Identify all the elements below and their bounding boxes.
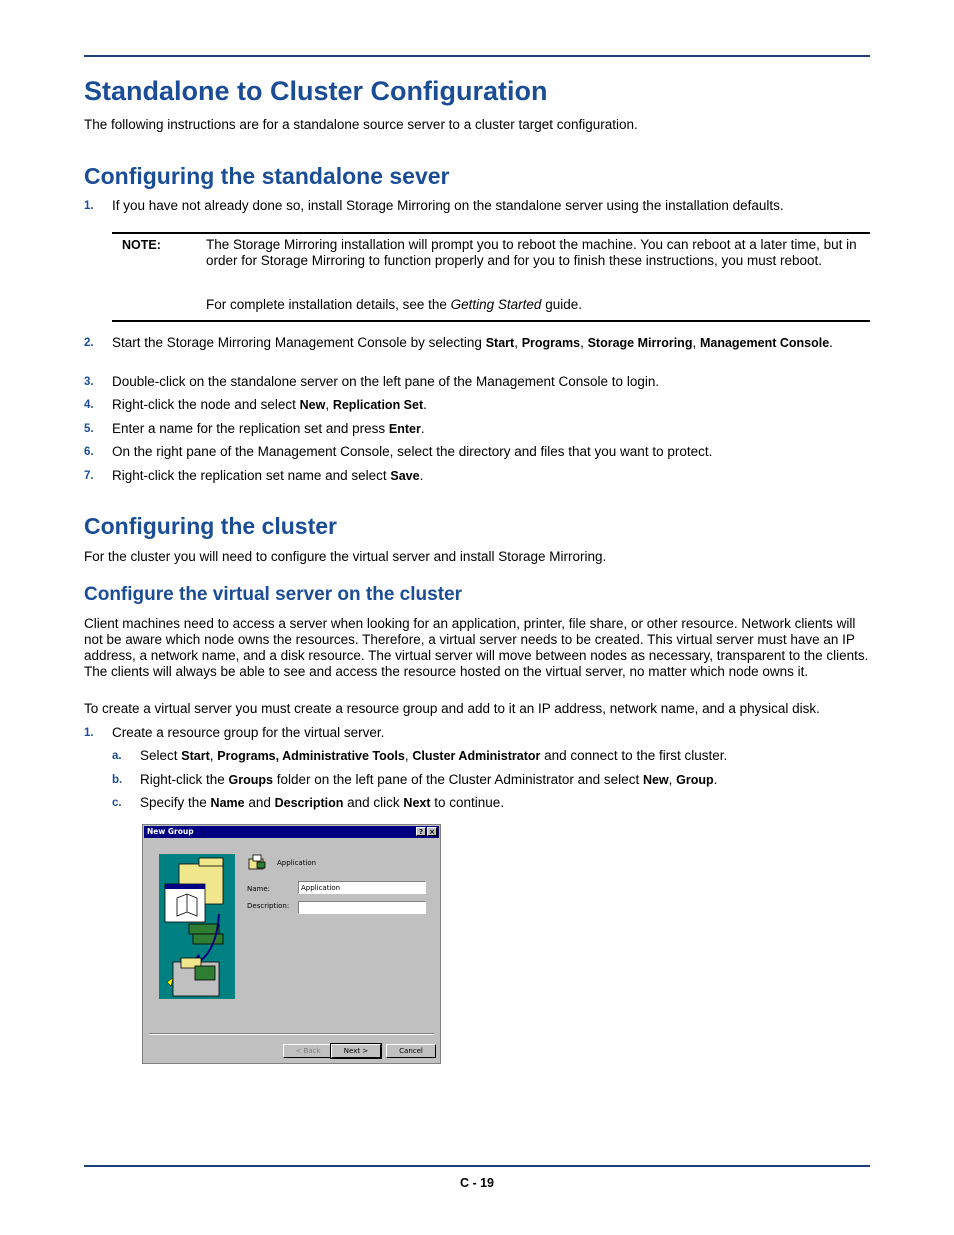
step-number: 2. [84, 337, 94, 349]
step-number: 6. [84, 446, 94, 458]
step-text: Select Start, Programs, Administrative Tools, Cluster Administrator and connect to the first cluster. [140, 748, 728, 763]
step-text: Enter a name for the replication set and press Enter. [112, 421, 425, 436]
step-letter: a. [112, 750, 122, 762]
step-text: Right-click the node and select New, Replication Set. [112, 397, 427, 412]
dialog-title: New Group [147, 827, 194, 836]
step-number: 3. [84, 376, 94, 388]
dialog-title-bar [144, 826, 439, 838]
step-text: Right-click the replication set name and select Save. [112, 468, 424, 483]
step-text: Right-click the Groups folder on the left pane of the Cluster Administrator and select New, Group. [140, 772, 718, 787]
back-button[interactable]: < Back [283, 1044, 333, 1058]
header-rule [84, 55, 870, 57]
name-input[interactable]: Application [298, 881, 426, 894]
note-label: NOTE: [122, 238, 161, 252]
step-text: Start the Storage Mirroring Management Console by selecting Start, Programs, Storage Mirroring, Management Console. [112, 335, 833, 350]
step-number: 1. [84, 727, 94, 739]
intro-paragraph: The following instructions are for a standalone source server to a cluster target configuration. [84, 117, 638, 132]
step-letter: c. [112, 797, 122, 809]
cancel-button[interactable]: Cancel [386, 1044, 436, 1058]
section-heading-standalone: Configuring the standalone sever [84, 163, 450, 189]
note-box [112, 232, 870, 322]
step-letter: b. [112, 774, 123, 786]
step-text: If you have not already done so, install Storage Mirroring on the standalone server using the installation defaults. [112, 198, 784, 213]
step-text: Specify the Name and Description and click Next to continue. [140, 795, 505, 810]
resource-group-paragraph: To create a virtual server you must create a resource group and add to it an IP address, network name, and a physical disk. [84, 701, 820, 716]
description-input[interactable] [298, 901, 426, 914]
step-text: Create a resource group for the virtual server. [112, 725, 385, 740]
dialog-separator [149, 1033, 434, 1035]
new-group-dialog [142, 824, 441, 1064]
step-text: Double-click on the standalone server on the left pane of the Management Console to login. [112, 374, 660, 389]
virtual-server-paragraph: Client machines need to access a server when looking for an application, printer, file share, or other resource. Network clients will not be aware which node owns the resources. Therefore, a virtual server needs to be created. This virtual server must have an IP address, a network name, and a disk resource. The virtual server will move between nodes as necessary, transparent to the clients. The clients will always be able to see and access the resource hosted on the virtual server, no matter which node owns it. [84, 616, 869, 679]
footer-rule [84, 1165, 870, 1167]
note-reference: For complete installation details, see the Getting Started guide. [206, 297, 582, 312]
step-text: On the right pane of the Management Console, select the directory and files that you want to protect. [112, 444, 713, 459]
step-number: 5. [84, 423, 94, 435]
subsection-heading-virtual-server: Configure the virtual server on the cluster [84, 584, 462, 605]
cluster-intro: For the cluster you will need to configure the virtual server and install Storage Mirroring. [84, 549, 607, 564]
step-number: 1. [84, 200, 94, 212]
next-button[interactable]: Next > [331, 1044, 381, 1058]
help-button[interactable]: ? [416, 827, 426, 836]
group-type-label: Application [277, 859, 317, 867]
note-text: The Storage Mirroring installation will prompt you to reboot the machine. You can reboot at a later time, but in order for Storage Mirroring to function properly and for you to finish these instructions, you must reboot. [206, 237, 857, 268]
step-number: 4. [84, 399, 94, 411]
wizard-illustration-icon [159, 854, 235, 999]
name-label: Name: [247, 885, 271, 893]
section-heading-cluster: Configuring the cluster [84, 513, 337, 539]
close-button[interactable]: × [427, 827, 437, 836]
description-label: Description: [247, 902, 290, 910]
page-title: Standalone to Cluster Configuration [84, 76, 548, 106]
step-number: 7. [84, 470, 94, 482]
page-number: C - 19 [459, 1176, 495, 1190]
group-icon [247, 853, 267, 873]
